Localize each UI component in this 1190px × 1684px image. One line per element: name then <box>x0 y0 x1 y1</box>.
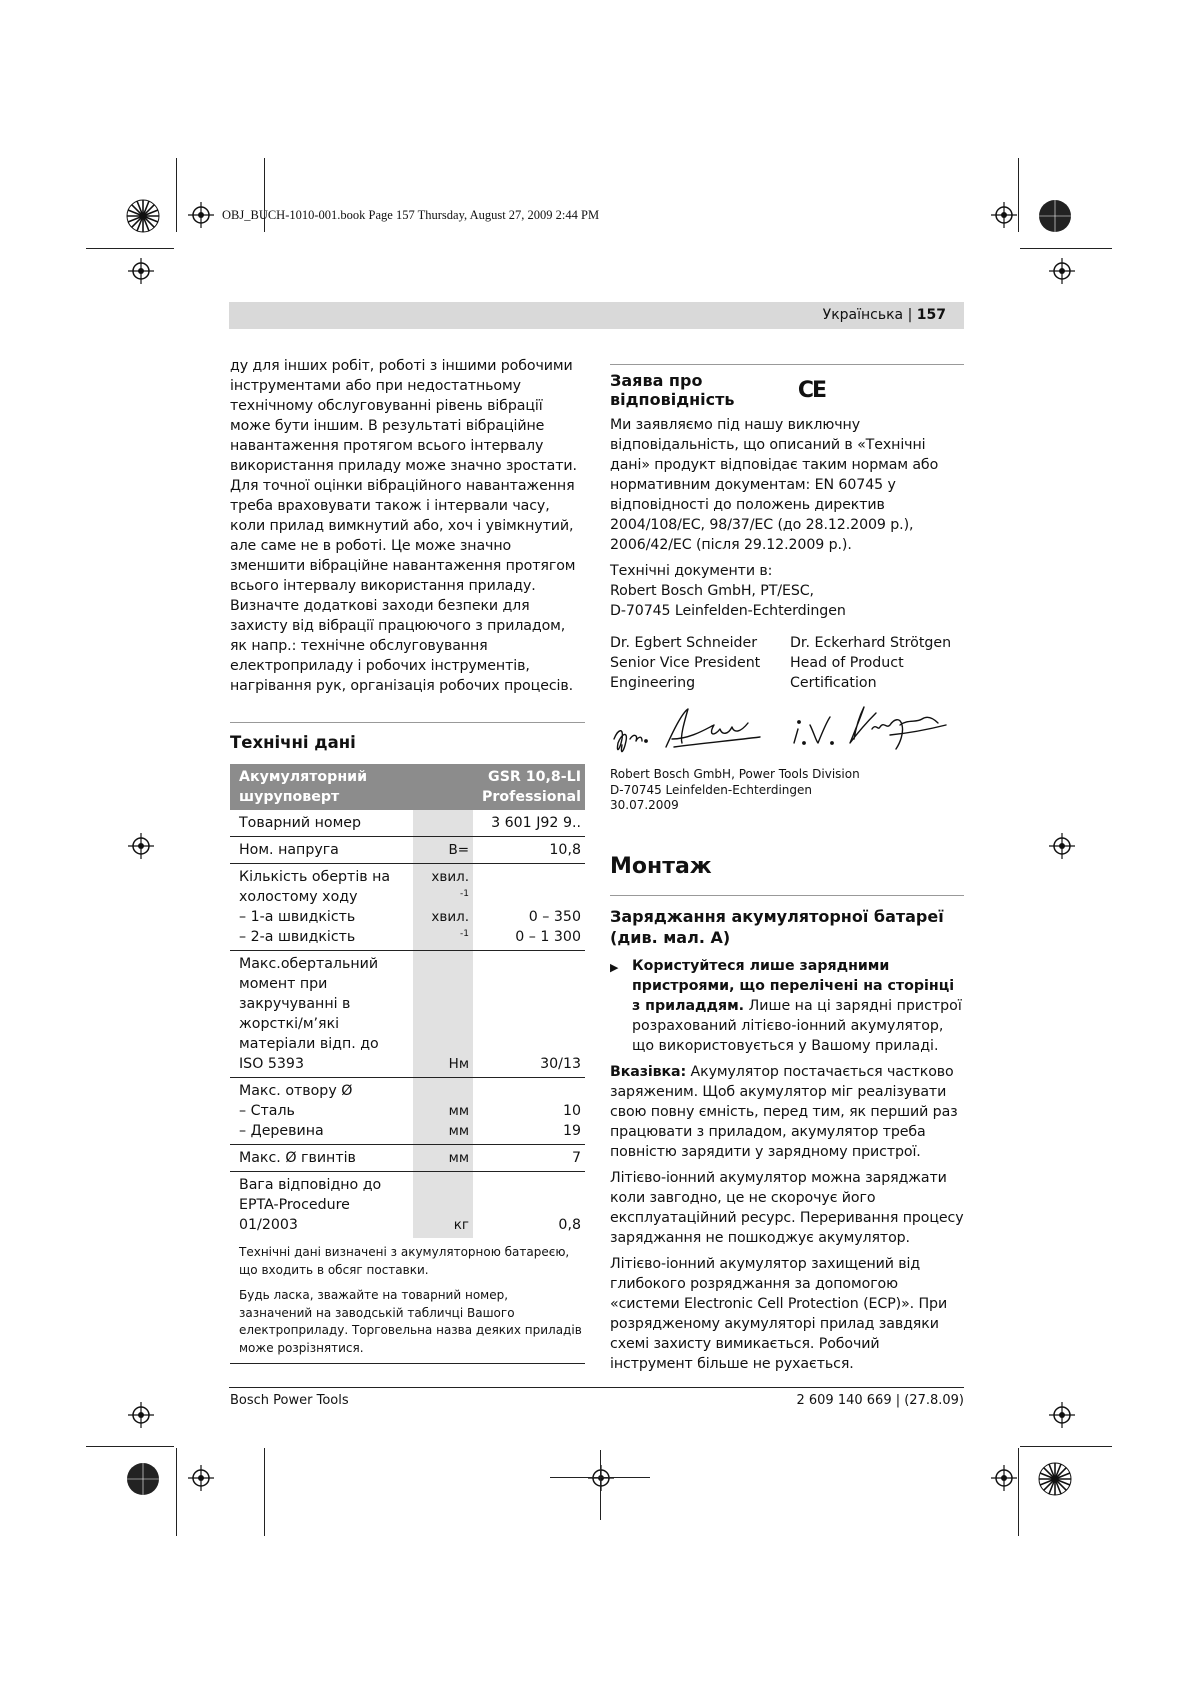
crop-line <box>1020 248 1112 249</box>
star-target-icon <box>1038 1462 1072 1496</box>
registration-target-icon <box>188 1465 214 1491</box>
signers <box>610 633 964 693</box>
conformity-heading <box>610 371 825 409</box>
table-row <box>230 837 585 864</box>
row-unit <box>413 810 473 837</box>
crop-line <box>86 1446 174 1447</box>
crop-line <box>600 1450 601 1520</box>
left-column <box>230 356 585 1364</box>
row-label: Ном. напруга <box>230 837 413 864</box>
unit-exponent: -1 <box>460 889 470 899</box>
hint-label: Вказівка: <box>610 1063 687 1080</box>
row-unit <box>413 864 473 951</box>
row-unit: В= <box>413 837 473 864</box>
row-label-line: – 1-а швидкість <box>239 909 356 925</box>
crop-line <box>86 248 174 249</box>
bullet-rest: Лише на ці зарядні пристрої розрахований літієво-іонний акумулятор, що використовується у Вашому приладі. <box>632 997 962 1054</box>
star-target-icon <box>126 1462 160 1496</box>
signer-title: Certification <box>790 675 877 691</box>
table-header-row <box>230 764 585 810</box>
conformity-title: Заява про відповідність <box>610 371 735 409</box>
right-column <box>610 362 964 1374</box>
paragraph: Визначте додаткові заходи безпеки для захисту від вібрації працюючого з приладом, як напр.: технічне обслуговування електроприладу і робочих інструментів, нагрівання рук, організація робочих процесів. <box>230 598 574 694</box>
bullet-text <box>632 956 964 1056</box>
row-label-line: Макс. отвору Ø <box>239 1083 353 1099</box>
hint-paragraph <box>610 1062 964 1162</box>
tech-docs-line: Robert Bosch GmbH, PT/ESC, <box>610 583 814 599</box>
conformity-text: Ми заявляємо під нашу виключну відповідальність, що описаний в «Технічні дані» продукт відповідає таким нормам або нормативним документам: EN 60745 у відповідності до положень директив 2004/108/EC, 98/37/EC (до 28.12.2009 р.), 2006/42/EC (після 29.12.2009 р.). <box>610 417 939 553</box>
table-row <box>230 1145 585 1172</box>
header-text <box>823 307 946 323</box>
signer-1 <box>610 633 790 693</box>
table-header-product: Акумуляторний шуруповерт <box>230 764 473 810</box>
row-unit: мм <box>413 1145 473 1172</box>
paragraph: Літієво-іонний акумулятор можна заряджати коли завгодно, це не скорочує його експлуатаційний ресурс. Переривання процесу заряджання не пошкоджує акумулятор. <box>610 1169 964 1246</box>
row-label-line: момент при <box>239 976 328 992</box>
section-divider <box>610 364 964 365</box>
row-value: 0,8 <box>558 1217 581 1233</box>
hint-text: Акумулятор постачається частково заряженим. Щоб акумулятор міг реалізувати свою повну ємність, перед тим, як перший раз працювати з приладом, акумулятор треба повністю зарядити у зарядному пристрої. <box>610 1063 958 1160</box>
row-label-line: – 2-а швидкість <box>239 929 356 945</box>
row-value: 3 601 J92 9.. <box>473 810 585 837</box>
page-header <box>229 302 964 329</box>
handwritten-signatures <box>610 699 964 765</box>
signer-title: Senior Vice President <box>610 655 761 671</box>
vibration-text <box>230 356 585 696</box>
table-footnote <box>230 1238 585 1357</box>
signer-name: Dr. Egbert Schneider <box>610 635 758 651</box>
company-date: 30.07.2009 <box>610 798 679 812</box>
value-line: 0 – 350 <box>528 909 581 925</box>
row-label-line: холостому ходу <box>239 889 358 905</box>
registration-target-icon <box>588 1465 614 1491</box>
unit-exponent: -1 <box>460 929 470 939</box>
unit-line: мм <box>448 1123 470 1139</box>
row-value: 7 <box>473 1145 585 1172</box>
row-label-line: 01/2003 <box>239 1217 298 1233</box>
row-value <box>473 1078 585 1145</box>
table-row <box>230 810 585 837</box>
row-label-line: матеріали відп. до <box>239 1036 379 1052</box>
crop-line <box>1018 158 1019 232</box>
ce-mark-icon: CE <box>797 377 825 403</box>
footer-brand: Bosch Power Tools <box>230 1393 349 1408</box>
row-label-line: Кількість обертів на <box>239 869 391 885</box>
model-line: Professional <box>482 789 581 805</box>
unit-line: мм <box>448 1103 470 1119</box>
unit-text: хвил. <box>431 869 470 885</box>
footer-doc-number: 2 609 140 669 | (27.8.09) <box>796 1393 964 1408</box>
section-divider <box>610 895 964 896</box>
signer-name: Dr. Eckerhard Strötgen <box>790 635 952 651</box>
registration-target-icon <box>991 1465 1017 1491</box>
paragraph: ду для інших робіт, роботі з іншими робочими інструментами або при недостатньому технічному обслуговуванні рівень вібрації може бути іншим. В результаті вібраційне навантаження протягом всього інтервалу використання приладу може значно зростати. <box>230 358 577 474</box>
row-label <box>230 1078 413 1145</box>
header-language: Українська <box>822 307 904 323</box>
registration-target-icon <box>1049 1402 1075 1428</box>
tech-data-table <box>230 764 585 1238</box>
company-line: D-70745 Leinfelden-Echterdingen <box>610 782 812 797</box>
unit-line <box>422 867 469 907</box>
crop-line <box>1018 1448 1019 1536</box>
bullet-item <box>610 956 964 1056</box>
footnote-text: Будь ласка, зважайте на товарний номер, зазначений на заводській табличці Вашого електроприладу. Торговельна назва деяких приладів може розрізнятися. <box>239 1288 582 1355</box>
row-unit: кг <box>413 1172 473 1239</box>
row-value: 10,8 <box>473 837 585 864</box>
row-label <box>230 1172 413 1239</box>
value-line: 19 <box>562 1123 581 1139</box>
row-label-line: – Сталь <box>239 1103 295 1119</box>
registration-target-icon <box>1049 258 1075 284</box>
row-label-line: закручуванні в <box>239 996 351 1012</box>
company-block <box>610 767 964 814</box>
footnote-text: Технічні дані визначені з акумуляторною батареєю, що входить в обсяг поставки. <box>239 1245 570 1277</box>
table-row <box>230 864 585 951</box>
signer-title: Head of Product <box>790 655 904 671</box>
row-label-line: EPTA-Procedure <box>239 1197 350 1213</box>
row-label-line: Макс.обертальний <box>239 956 379 972</box>
tech-docs-line: D-70745 Leinfelden-Echterdingen <box>610 603 846 619</box>
row-label-line: жорсткі/м’які <box>239 1016 340 1032</box>
page-number: 157 <box>916 307 946 323</box>
row-label <box>230 864 413 951</box>
section-divider <box>230 722 585 723</box>
registration-target-icon <box>188 202 214 228</box>
signature-image <box>610 699 964 765</box>
row-label: Товарний номер <box>230 810 413 837</box>
montage-title: Монтаж <box>610 853 712 879</box>
unit-text: хвил. <box>431 909 470 925</box>
registration-target-icon <box>128 258 154 284</box>
star-target-icon <box>126 199 160 233</box>
value-line: 0 – 1 300 <box>515 929 581 945</box>
row-unit: Нм <box>413 951 473 1078</box>
value-line: 10 <box>562 1103 581 1119</box>
tech-docs-label: Технічні документи в: <box>610 563 773 579</box>
crop-line <box>1020 1446 1112 1447</box>
signer-2 <box>790 633 951 693</box>
row-value <box>473 864 585 951</box>
registration-target-icon <box>128 1402 154 1428</box>
registration-target-icon <box>991 202 1017 228</box>
table-row <box>230 1172 585 1239</box>
print-slug: OBJ_BUCH-1010-001.book Page 157 Thursday, August 27, 2009 2:44 PM <box>222 208 600 222</box>
paragraph: Літієво-іонний акумулятор захищений від глибокого розряджання за допомогою «системи Electronic Cell Protection (ECP)». При розрядженому акумуляторі прилад завдяки схемі захисту вимикається. Робочий інструмент більше не рухається. <box>610 1255 948 1372</box>
signer-title: Engineering <box>610 675 696 691</box>
table-row <box>230 951 585 1078</box>
tech-data-title: Технічні дані <box>230 733 356 752</box>
paragraph: Для точної оцінки вібраційного навантаження треба враховувати також і інтервали часу, коли прилад вимкнутий або, хоч і увімкнутий, але саме не в роботі. Це може значно зменшити вібраційне навантаження протягом всього інтервалу використання приладу. <box>230 478 576 594</box>
row-value: 30/13 <box>473 951 585 1078</box>
bullet-arrow-icon: ▶ <box>610 960 619 974</box>
header-separator: | <box>907 307 913 323</box>
registration-target-icon <box>128 833 154 859</box>
row-label-line: Вага відповідно до <box>239 1177 382 1193</box>
unit-line <box>422 907 469 947</box>
bullet-bold: Користуйтеся лише зарядними пристроями, що перелічені на сторінці з приладдям. <box>632 957 955 1014</box>
crop-line <box>176 1448 177 1536</box>
tech-docs <box>610 561 964 621</box>
table-end-rule <box>230 1363 585 1364</box>
row-label: Макс. Ø гвинтів <box>230 1145 413 1172</box>
row-unit <box>413 1078 473 1145</box>
row-label <box>230 951 413 1078</box>
crop-line <box>264 1448 265 1536</box>
charging-subtitle: Заряджання акумуляторної батареї (див. мал. А) <box>610 906 944 947</box>
registration-target-icon <box>1049 833 1075 859</box>
footer-rule <box>229 1387 964 1388</box>
star-target-icon <box>1038 199 1072 233</box>
company-line: Robert Bosch GmbH, Power Tools Division <box>610 767 860 781</box>
row-label-line: ISO 5393 <box>239 1056 304 1072</box>
crop-line <box>176 158 177 232</box>
table-header-model <box>473 764 585 810</box>
model-name: GSR 10,8-LI <box>488 769 581 785</box>
table-row <box>230 1078 585 1145</box>
row-label-line: – Деревина <box>239 1123 324 1139</box>
